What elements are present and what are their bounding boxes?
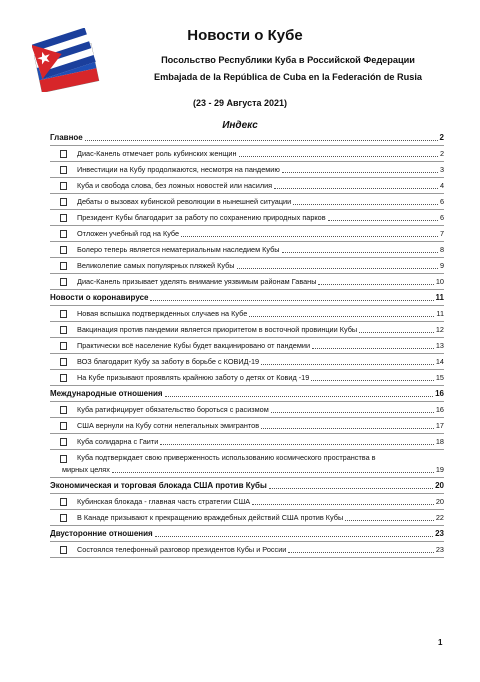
toc-entry[interactable]: Диас-Канель призывает уделять внимание уязвимым районам Гаваны 10 <box>60 276 444 288</box>
toc-section-international[interactable]: Международные отношения 16 <box>50 389 444 398</box>
bullet-icon <box>60 326 67 334</box>
toc-entry[interactable]: Кубинская блокада - главная часть стратегии США 20 <box>60 496 444 508</box>
cuba-russia-flags-logo <box>32 28 110 92</box>
toc-entry[interactable]: Вакцинация против пандемии является приоритетом в восточной провинции Кубы 12 <box>60 324 444 336</box>
bullet-icon <box>60 374 67 382</box>
date-range: (23 - 29 Августа 2021) <box>192 98 288 108</box>
toc-entry[interactable]: Инвестиции на Кубу продолжаются, несмотря на пандемию 3 <box>60 164 444 176</box>
toc-entry[interactable]: Практически всё население Кубы будет вакцинировано от пандемии 13 <box>60 340 444 352</box>
toc-entry[interactable]: На Кубе призывают проявлять крайнюю заботу о детях от Ковид -19 15 <box>60 372 444 384</box>
bullet-icon <box>60 406 67 414</box>
toc-entry-wrapped[interactable]: Куба подтверждает свою приверженность использованию космического пространства в мирных целях 19 <box>62 453 444 474</box>
toc-entry[interactable]: Отложен учебный год на Кубе 7 <box>60 228 444 240</box>
page-number: 1 <box>438 638 443 647</box>
toc-section-bilateral[interactable]: Двусторонние отношения 23 <box>50 529 444 538</box>
embassy-name-es: Embajada de la República de Cuba en la Federación de Rusia <box>153 72 423 82</box>
bullet-icon <box>60 246 67 254</box>
bullet-icon <box>60 358 67 366</box>
bullet-icon <box>60 342 67 350</box>
bullet-icon <box>60 166 67 174</box>
bullet-icon <box>60 514 67 522</box>
embassy-name-ru: Посольство Республики Куба в Российской Федерации <box>161 55 415 65</box>
bullet-icon <box>60 182 67 190</box>
bullet-icon <box>60 262 67 270</box>
toc-section-covid[interactable]: Новости о коронавирусе 11 <box>50 293 444 302</box>
document-title: Новости о Кубе <box>187 27 303 44</box>
index-heading: Индекс <box>222 120 258 131</box>
toc-entry[interactable]: ВОЗ благодарит Кубу за заботу в борьбе с КОВИД-19 14 <box>60 356 444 368</box>
toc-entry[interactable]: Куба солидарна с Гаити 18 <box>60 436 444 448</box>
bullet-icon <box>60 198 67 206</box>
bullet-icon <box>60 498 67 506</box>
bullet-icon <box>60 150 67 158</box>
bullet-icon <box>60 230 67 238</box>
bullet-icon <box>60 310 67 318</box>
toc-entry[interactable]: США вернули на Кубу сотни нелегальных эмигрантов 17 <box>60 420 444 432</box>
toc-entry[interactable]: Состоялся телефонный разговор президентов Кубы и России 23 <box>60 544 444 556</box>
bullet-icon <box>60 438 67 446</box>
bullet-icon <box>60 546 67 554</box>
toc-entry[interactable]: Куба и свобода слова, без ложных новостей или насилия 4 <box>60 180 444 192</box>
toc-section-main[interactable]: Главное 2 <box>50 133 444 142</box>
toc-entry[interactable]: Болеро теперь является нематериальным наследием Кубы 8 <box>60 244 444 256</box>
toc-entry[interactable]: В Канаде призывают к прекращению враждебных действий США против Кубы 22 <box>60 512 444 524</box>
toc-entry[interactable]: Новая вспышка подтвержденных случаев на Кубе 11 <box>60 308 444 320</box>
bullet-icon <box>60 422 67 430</box>
toc-entry[interactable]: Куба ратифицирует обязательство бороться с расизмом 16 <box>60 404 444 416</box>
toc-entry[interactable]: Президент Кубы благодарит за работу по сохранению природных парков 6 <box>60 212 444 224</box>
bullet-icon <box>60 214 67 222</box>
toc-entry[interactable]: Диас-Канель отмечает роль кубинских женщин 2 <box>60 148 444 160</box>
bullet-icon <box>60 455 67 463</box>
toc-section-blockade[interactable]: Экономическая и торговая блокада США против Кубы 20 <box>50 481 444 490</box>
toc-entry[interactable]: Дебаты о вызовах кубинской революции в нынешней ситуации 6 <box>60 196 444 208</box>
bullet-icon <box>60 278 67 286</box>
toc-entry[interactable]: Великолепие самых популярных пляжей Кубы 9 <box>60 260 444 272</box>
